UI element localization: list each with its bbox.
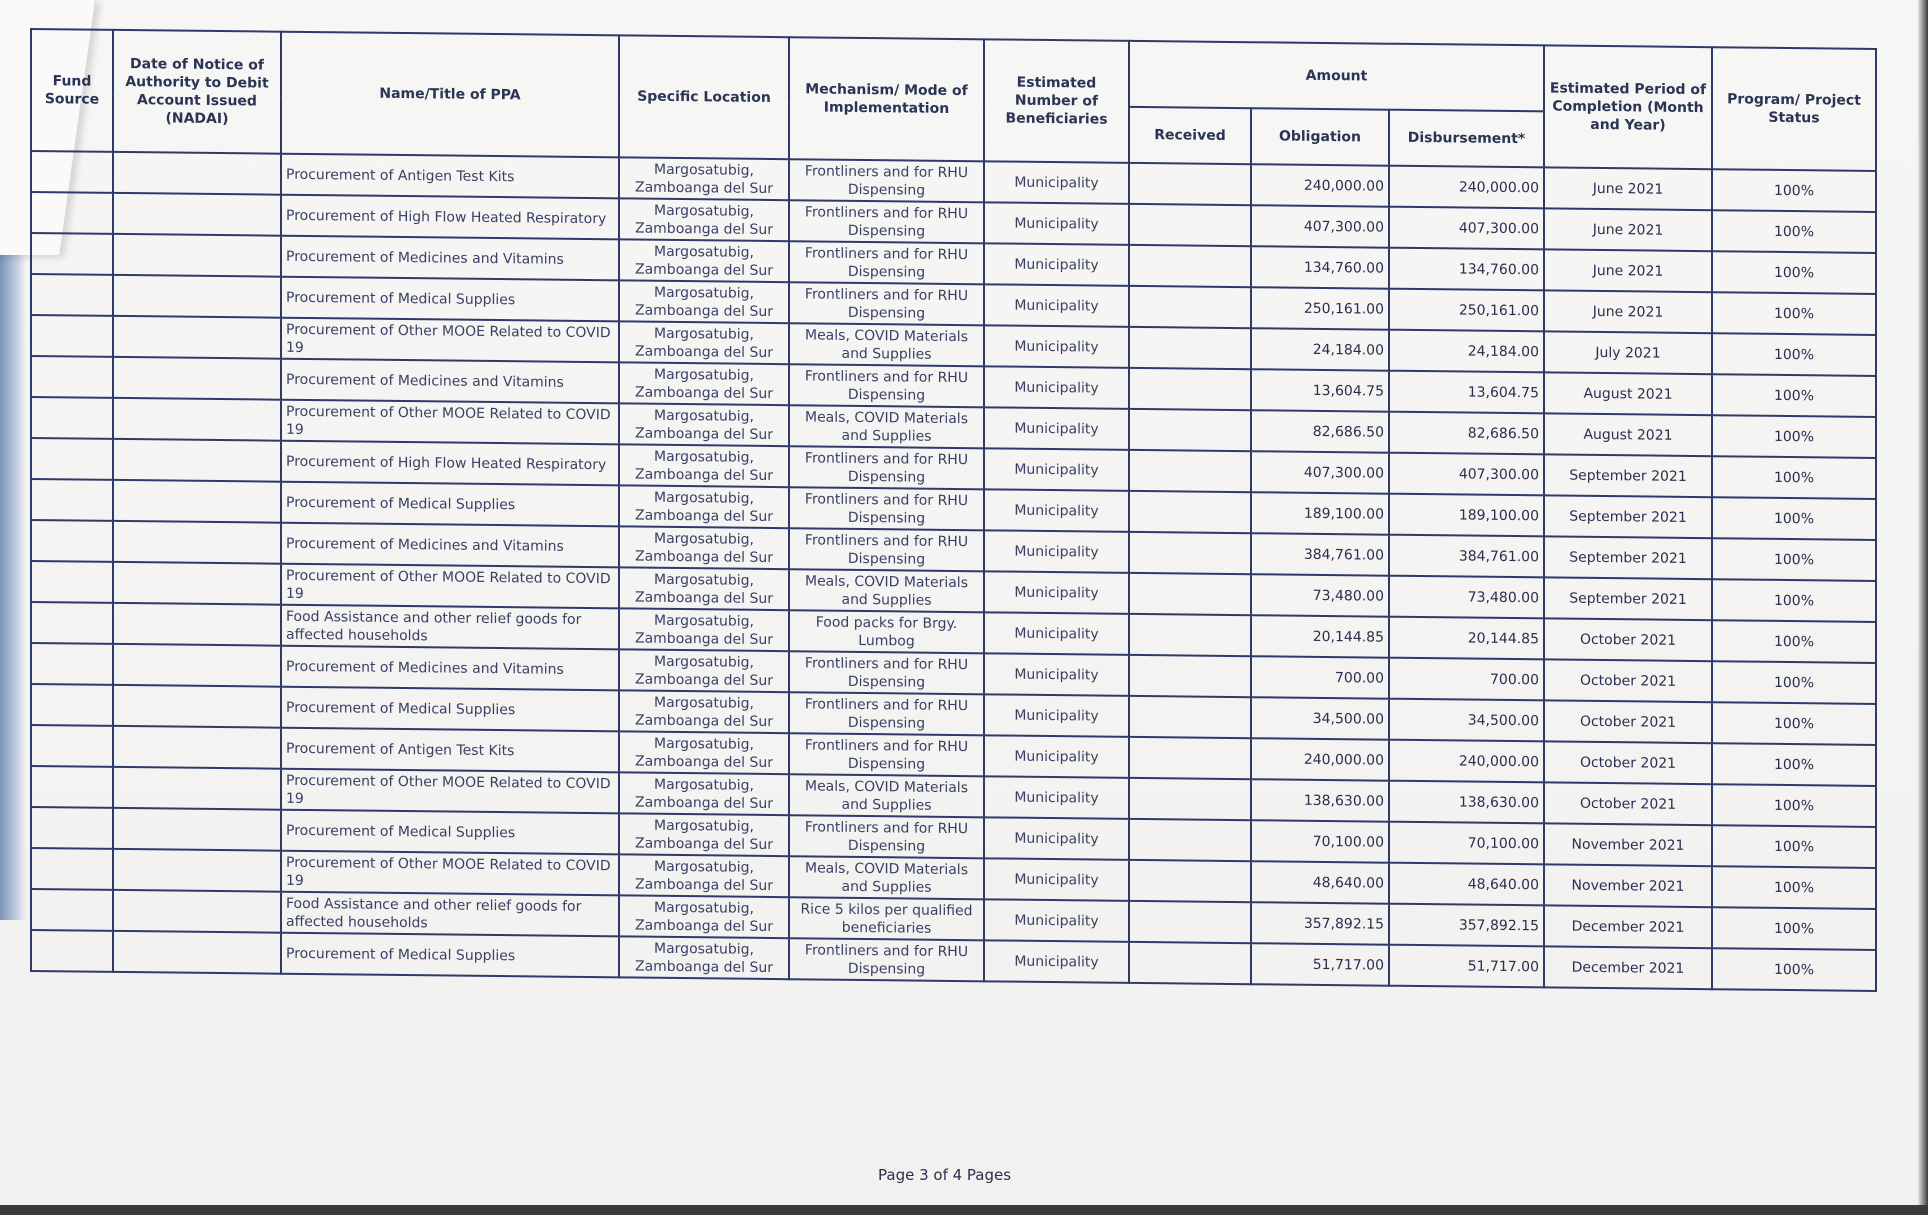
- cell-fund-source: [31, 766, 113, 808]
- cell-location: Margosatubig, Zamboanga del Sur: [619, 895, 789, 938]
- cell-period: December 2021: [1544, 905, 1712, 948]
- cell-period: September 2021: [1544, 536, 1712, 579]
- cell-nadai: [113, 152, 281, 195]
- cell-received: [1129, 614, 1251, 656]
- cell-obligation: 240,000.00: [1251, 738, 1389, 780]
- cell-period: August 2021: [1544, 372, 1712, 415]
- bottom-shadow: [0, 1205, 1928, 1215]
- header-mechanism: Mechanism/ Mode of Implementation: [789, 37, 984, 161]
- cell-location: Margosatubig, Zamboanga del Sur: [619, 280, 789, 323]
- cell-name: Procurement of Other MOOE Related to COVID 19: [281, 400, 619, 445]
- cell-nadai: [113, 316, 281, 359]
- cell-disbursement: 82,686.50: [1389, 412, 1544, 455]
- cell-fund-source: [31, 561, 113, 603]
- cell-obligation: 700.00: [1251, 656, 1389, 698]
- header-name: Name/Title of PPA: [281, 32, 619, 158]
- cell-fund-source: [31, 192, 113, 234]
- cell-nadai: [113, 562, 281, 605]
- cell-mechanism: Frontliners and for RHU Dispensing: [789, 733, 984, 776]
- cell-name: Procurement of Medicines and Vitamins: [281, 359, 619, 404]
- cell-period: June 2021: [1544, 249, 1712, 292]
- cell-nadai: [113, 398, 281, 441]
- cell-received: [1129, 368, 1251, 410]
- cell-period: June 2021: [1544, 208, 1712, 251]
- cell-location: Margosatubig, Zamboanga del Sur: [619, 444, 789, 487]
- cell-obligation: 51,717.00: [1251, 943, 1389, 985]
- cell-fund-source: [31, 643, 113, 685]
- cell-location: Margosatubig, Zamboanga del Sur: [619, 526, 789, 569]
- cell-location: Margosatubig, Zamboanga del Sur: [619, 321, 789, 364]
- cell-disbursement: 51,717.00: [1389, 945, 1544, 988]
- cell-obligation: 82,686.50: [1251, 410, 1389, 452]
- cell-beneficiaries: Municipality: [984, 161, 1129, 204]
- cell-status: 100%: [1712, 907, 1876, 950]
- cell-location: Margosatubig, Zamboanga del Sur: [619, 731, 789, 774]
- cell-mechanism: Food packs for Brgy. Lumbog: [789, 610, 984, 653]
- cell-mechanism: Frontliners and for RHU Dispensing: [789, 364, 984, 407]
- cell-disbursement: 34,500.00: [1389, 699, 1544, 742]
- cell-disbursement: 189,100.00: [1389, 494, 1544, 537]
- cell-location: Margosatubig, Zamboanga del Sur: [619, 403, 789, 446]
- cell-beneficiaries: Municipality: [984, 202, 1129, 245]
- header-location: Specific Location: [619, 35, 789, 159]
- cell-received: [1129, 573, 1251, 615]
- cell-period: November 2021: [1544, 823, 1712, 866]
- cell-status: 100%: [1712, 784, 1876, 827]
- cell-disbursement: 407,300.00: [1389, 207, 1544, 250]
- cell-name: Procurement of Medical Supplies: [281, 482, 619, 527]
- cell-disbursement: 24,184.00: [1389, 330, 1544, 373]
- cell-fund-source: [31, 274, 113, 316]
- cell-name: Procurement of Other MOOE Related to COVID 19: [281, 851, 619, 896]
- cell-beneficiaries: Municipality: [984, 366, 1129, 409]
- cell-name: Procurement of Antigen Test Kits: [281, 154, 619, 199]
- cell-name: Procurement of Medical Supplies: [281, 810, 619, 855]
- cell-name: Procurement of High Flow Heated Respiratory: [281, 441, 619, 486]
- cell-location: Margosatubig, Zamboanga del Sur: [619, 362, 789, 405]
- cell-status: 100%: [1712, 374, 1876, 417]
- cell-obligation: 407,300.00: [1251, 451, 1389, 493]
- cell-received: [1129, 409, 1251, 451]
- cell-received: [1129, 327, 1251, 369]
- cell-nadai: [113, 808, 281, 851]
- cell-mechanism: Frontliners and for RHU Dispensing: [789, 200, 984, 243]
- cell-mechanism: Meals, COVID Materials and Supplies: [789, 774, 984, 817]
- cell-location: Margosatubig, Zamboanga del Sur: [619, 567, 789, 610]
- background-edge: [0, 160, 26, 920]
- cell-disbursement: 240,000.00: [1389, 166, 1544, 209]
- cell-mechanism: Frontliners and for RHU Dispensing: [789, 651, 984, 694]
- cell-disbursement: 384,761.00: [1389, 535, 1544, 578]
- cell-name: Procurement of Antigen Test Kits: [281, 728, 619, 773]
- header-period: Estimated Period of Completion (Month and Year): [1544, 45, 1712, 169]
- cell-fund-source: [31, 438, 113, 480]
- cell-nadai: [113, 644, 281, 687]
- cell-name: Procurement of Medicines and Vitamins: [281, 646, 619, 691]
- cell-beneficiaries: Municipality: [984, 776, 1129, 819]
- cell-mechanism: Frontliners and for RHU Dispensing: [789, 282, 984, 325]
- cell-nadai: [113, 521, 281, 564]
- cell-status: 100%: [1712, 538, 1876, 581]
- cell-name: Procurement of Medicines and Vitamins: [281, 236, 619, 281]
- cell-mechanism: Meals, COVID Materials and Supplies: [789, 405, 984, 448]
- header-disbursement: Disbursement*: [1389, 110, 1544, 168]
- header-nadai: Date of Notice of Authority to Debit Account Issued (NADAI): [113, 30, 281, 154]
- header-amount: Amount: [1129, 41, 1544, 111]
- cell-status: 100%: [1712, 661, 1876, 704]
- cell-received: [1129, 778, 1251, 820]
- cell-obligation: 24,184.00: [1251, 328, 1389, 370]
- cell-beneficiaries: Municipality: [984, 653, 1129, 696]
- cell-received: [1129, 491, 1251, 533]
- cell-disbursement: 13,604.75: [1389, 371, 1544, 414]
- cell-mechanism: Frontliners and for RHU Dispensing: [789, 815, 984, 858]
- cell-location: Margosatubig, Zamboanga del Sur: [619, 772, 789, 815]
- cell-status: 100%: [1712, 210, 1876, 253]
- cell-received: [1129, 737, 1251, 779]
- cell-name: Food Assistance and other relief goods for affected households: [281, 605, 619, 650]
- cell-beneficiaries: Municipality: [984, 530, 1129, 573]
- cell-disbursement: 357,892.15: [1389, 904, 1544, 947]
- cell-status: 100%: [1712, 497, 1876, 540]
- cell-beneficiaries: Municipality: [984, 407, 1129, 450]
- page-footer: Page 3 of 4 Pages: [878, 1166, 1012, 1184]
- cell-nadai: [113, 767, 281, 810]
- cell-fund-source: [31, 233, 113, 275]
- cell-location: Margosatubig, Zamboanga del Sur: [619, 936, 789, 979]
- cell-beneficiaries: Municipality: [984, 612, 1129, 655]
- cell-fund-source: [31, 479, 113, 521]
- cell-beneficiaries: Municipality: [984, 448, 1129, 491]
- cell-fund-source: [31, 889, 113, 931]
- cell-fund-source: [31, 315, 113, 357]
- cell-period: October 2021: [1544, 782, 1712, 825]
- right-shadow: [1918, 0, 1928, 1215]
- cell-location: Margosatubig, Zamboanga del Sur: [619, 239, 789, 282]
- cell-location: Margosatubig, Zamboanga del Sur: [619, 854, 789, 897]
- cell-received: [1129, 532, 1251, 574]
- cell-mechanism: Frontliners and for RHU Dispensing: [789, 241, 984, 284]
- cell-disbursement: 134,760.00: [1389, 248, 1544, 291]
- cell-status: 100%: [1712, 702, 1876, 745]
- cell-fund-source: [31, 520, 113, 562]
- cell-period: August 2021: [1544, 413, 1712, 456]
- cell-nadai: [113, 931, 281, 974]
- cell-beneficiaries: Municipality: [984, 284, 1129, 327]
- cell-name: Procurement of Other MOOE Related to COVID 19: [281, 318, 619, 363]
- cell-disbursement: 700.00: [1389, 658, 1544, 701]
- cell-nadai: [113, 685, 281, 728]
- cell-name: Procurement of High Flow Heated Respiratory: [281, 195, 619, 240]
- cell-beneficiaries: Municipality: [984, 694, 1129, 737]
- cell-mechanism: Frontliners and for RHU Dispensing: [789, 692, 984, 735]
- cell-disbursement: 70,100.00: [1389, 822, 1544, 865]
- cell-mechanism: Meals, COVID Materials and Supplies: [789, 569, 984, 612]
- ppa-table: [30, 28, 1877, 992]
- cell-obligation: 407,300.00: [1251, 205, 1389, 247]
- cell-fund-source: [31, 151, 113, 193]
- cell-nadai: [113, 849, 281, 892]
- cell-beneficiaries: Municipality: [984, 940, 1129, 983]
- cell-period: November 2021: [1544, 864, 1712, 907]
- cell-fund-source: [31, 725, 113, 767]
- cell-nadai: [113, 439, 281, 482]
- cell-period: September 2021: [1544, 495, 1712, 538]
- cell-status: 100%: [1712, 169, 1876, 212]
- header-status: Program/ Project Status: [1712, 47, 1876, 171]
- cell-mechanism: Frontliners and for RHU Dispensing: [789, 528, 984, 571]
- cell-obligation: 134,760.00: [1251, 246, 1389, 288]
- cell-received: [1129, 901, 1251, 943]
- cell-nadai: [113, 726, 281, 769]
- cell-beneficiaries: Municipality: [984, 325, 1129, 368]
- cell-status: 100%: [1712, 292, 1876, 335]
- cell-fund-source: [31, 602, 113, 644]
- cell-period: September 2021: [1544, 454, 1712, 497]
- cell-disbursement: 48,640.00: [1389, 863, 1544, 906]
- cell-status: 100%: [1712, 743, 1876, 786]
- cell-status: 100%: [1712, 333, 1876, 376]
- cell-obligation: 20,144.85: [1251, 615, 1389, 657]
- cell-obligation: 70,100.00: [1251, 820, 1389, 862]
- cell-location: Margosatubig, Zamboanga del Sur: [619, 608, 789, 651]
- cell-mechanism: Meals, COVID Materials and Supplies: [789, 323, 984, 366]
- cell-fund-source: [31, 848, 113, 890]
- cell-beneficiaries: Municipality: [984, 817, 1129, 860]
- cell-location: Margosatubig, Zamboanga del Sur: [619, 649, 789, 692]
- cell-disbursement: 407,300.00: [1389, 453, 1544, 496]
- cell-status: 100%: [1712, 579, 1876, 622]
- cell-period: June 2021: [1544, 167, 1712, 210]
- cell-obligation: 48,640.00: [1251, 861, 1389, 903]
- cell-obligation: 189,100.00: [1251, 492, 1389, 534]
- cell-status: 100%: [1712, 825, 1876, 868]
- header-beneficiaries: Estimated Number of Beneficiaries: [984, 39, 1129, 163]
- cell-beneficiaries: Municipality: [984, 243, 1129, 286]
- cell-fund-source: [31, 684, 113, 726]
- table-body: [31, 151, 1876, 991]
- header-received: Received: [1129, 107, 1251, 164]
- cell-obligation: 73,480.00: [1251, 574, 1389, 616]
- cell-received: [1129, 286, 1251, 328]
- cell-location: Margosatubig, Zamboanga del Sur: [619, 485, 789, 528]
- cell-received: [1129, 204, 1251, 246]
- cell-name: Food Assistance and other relief goods for affected households: [281, 892, 619, 937]
- cell-mechanism: Frontliners and for RHU Dispensing: [789, 446, 984, 489]
- cell-received: [1129, 942, 1251, 984]
- cell-received: [1129, 450, 1251, 492]
- cell-beneficiaries: Municipality: [984, 571, 1129, 614]
- cell-fund-source: [31, 807, 113, 849]
- cell-disbursement: 250,161.00: [1389, 289, 1544, 332]
- cell-received: [1129, 860, 1251, 902]
- cell-nadai: [113, 275, 281, 318]
- cell-location: Margosatubig, Zamboanga del Sur: [619, 157, 789, 200]
- cell-name: Procurement of Other MOOE Related to COVID 19: [281, 564, 619, 609]
- cell-status: 100%: [1712, 456, 1876, 499]
- cell-obligation: 240,000.00: [1251, 164, 1389, 206]
- cell-nadai: [113, 357, 281, 400]
- cell-location: Margosatubig, Zamboanga del Sur: [619, 690, 789, 733]
- cell-received: [1129, 819, 1251, 861]
- cell-period: October 2021: [1544, 618, 1712, 661]
- cell-beneficiaries: Municipality: [984, 899, 1129, 942]
- cell-status: 100%: [1712, 620, 1876, 663]
- cell-disbursement: 20,144.85: [1389, 617, 1544, 660]
- cell-period: September 2021: [1544, 577, 1712, 620]
- cell-mechanism: Meals, COVID Materials and Supplies: [789, 856, 984, 899]
- cell-name: Procurement of Medicines and Vitamins: [281, 523, 619, 568]
- ppa-table-container: [30, 28, 1875, 992]
- cell-mechanism: Rice 5 kilos per qualified beneficiaries: [789, 897, 984, 940]
- cell-name: Procurement of Medical Supplies: [281, 933, 619, 978]
- cell-nadai: [113, 234, 281, 277]
- header-fund-source: Fund Source: [31, 29, 113, 152]
- cell-mechanism: Frontliners and for RHU Dispensing: [789, 159, 984, 202]
- cell-status: 100%: [1712, 948, 1876, 991]
- cell-received: [1129, 696, 1251, 738]
- cell-nadai: [113, 603, 281, 646]
- cell-obligation: 34,500.00: [1251, 697, 1389, 739]
- cell-beneficiaries: Municipality: [984, 489, 1129, 532]
- cell-received: [1129, 655, 1251, 697]
- cell-disbursement: 73,480.00: [1389, 576, 1544, 619]
- cell-obligation: 250,161.00: [1251, 287, 1389, 329]
- cell-period: June 2021: [1544, 290, 1712, 333]
- cell-received: [1129, 245, 1251, 287]
- cell-beneficiaries: Municipality: [984, 858, 1129, 901]
- cell-fund-source: [31, 356, 113, 398]
- cell-obligation: 13,604.75: [1251, 369, 1389, 411]
- cell-fund-source: [31, 397, 113, 439]
- cell-disbursement: 138,630.00: [1389, 781, 1544, 824]
- cell-name: Procurement of Medical Supplies: [281, 277, 619, 322]
- cell-period: December 2021: [1544, 946, 1712, 989]
- cell-location: Margosatubig, Zamboanga del Sur: [619, 198, 789, 241]
- cell-status: 100%: [1712, 415, 1876, 458]
- cell-period: October 2021: [1544, 659, 1712, 702]
- cell-fund-source: [31, 930, 113, 972]
- cell-nadai: [113, 193, 281, 236]
- cell-nadai: [113, 890, 281, 933]
- cell-status: 100%: [1712, 251, 1876, 294]
- cell-mechanism: Frontliners and for RHU Dispensing: [789, 938, 984, 981]
- cell-status: 100%: [1712, 866, 1876, 909]
- cell-received: [1129, 163, 1251, 205]
- cell-name: Procurement of Other MOOE Related to COVID 19: [281, 769, 619, 814]
- cell-beneficiaries: Municipality: [984, 735, 1129, 778]
- header-obligation: Obligation: [1251, 108, 1389, 165]
- cell-period: October 2021: [1544, 700, 1712, 743]
- cell-obligation: 138,630.00: [1251, 779, 1389, 821]
- cell-location: Margosatubig, Zamboanga del Sur: [619, 813, 789, 856]
- cell-period: July 2021: [1544, 331, 1712, 374]
- cell-nadai: [113, 480, 281, 523]
- cell-name: Procurement of Medical Supplies: [281, 687, 619, 732]
- cell-disbursement: 240,000.00: [1389, 740, 1544, 783]
- cell-mechanism: Frontliners and for RHU Dispensing: [789, 487, 984, 530]
- cell-period: October 2021: [1544, 741, 1712, 784]
- cell-obligation: 357,892.15: [1251, 902, 1389, 944]
- cell-obligation: 384,761.00: [1251, 533, 1389, 575]
